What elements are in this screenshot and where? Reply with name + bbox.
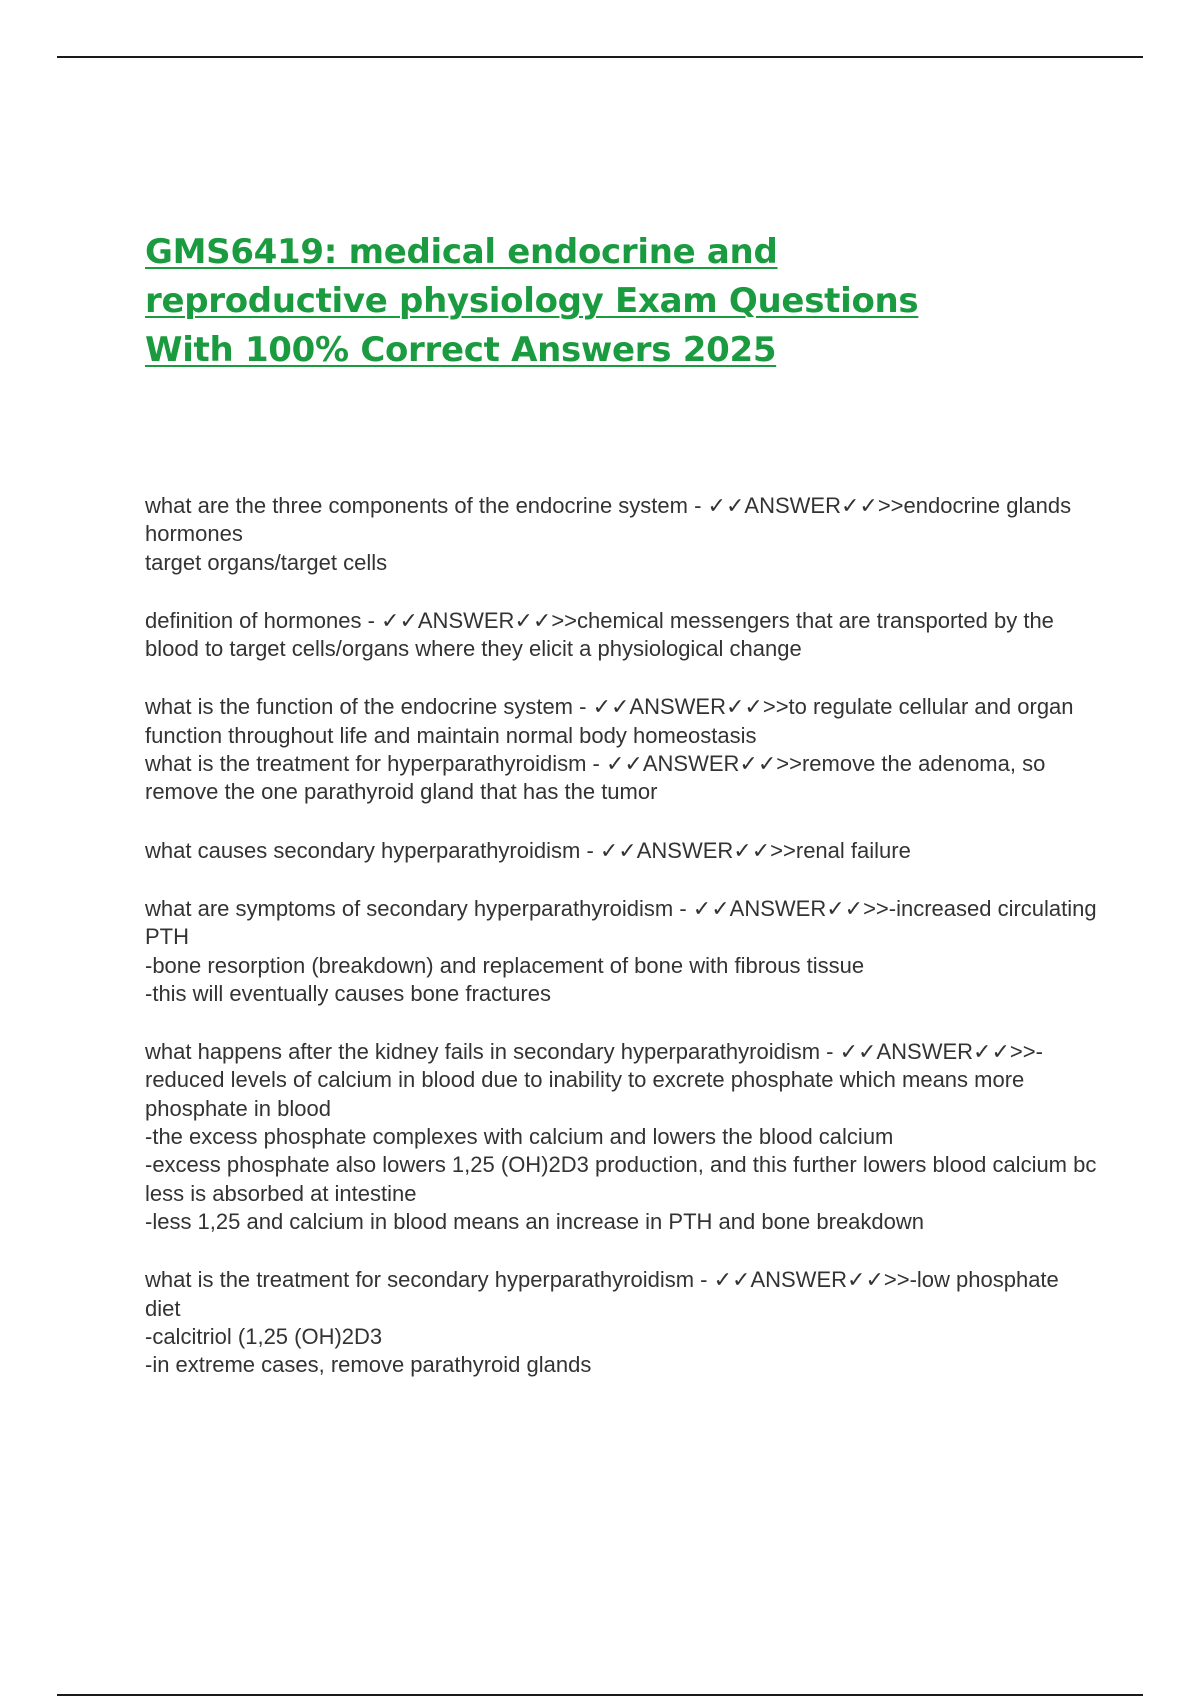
- spacer: [145, 663, 1100, 693]
- footer-rule: [57, 1694, 1143, 1696]
- spacer: [145, 807, 1100, 837]
- qa-list: [145, 492, 1100, 1379]
- qa-block-secondary-hpt-cause: what causes secondary hyperparathyroidism - ✓✓ANSWER✓✓>>renal failure: [145, 837, 911, 863]
- qa-block-hormone-definition: definition of hormones - ✓✓ANSWER✓✓>>chemical messengers that are transported by the blood to target cells/organs where they elicit a physiological change: [145, 607, 1061, 662]
- qa-block-endocrine-components: what are the three components of the endocrine system - ✓✓ANSWER✓✓>>endocrine glands hormones target organs/target cells: [145, 493, 1072, 575]
- document-title: GMS6419: medical endocrine and reproductive physiology Exam Questions With 100% Correct Answers 2025: [145, 232, 919, 370]
- qa-block-kidney-failure: what happens after the kidney fails in secondary hyperparathyroidism - ✓✓ANSWER✓✓>>-reduced levels of calcium in blood due to inability to excrete phosphate which means more phosphate in blood -the excess phosphate complexes with calcium and lowers the blood calcium -excess phosphate also lowers 1,25 (OH)2D3 production, and this further lowers blood calcium bc less is absorbed at intestine -less 1,25 and calcium in blood means an increase in PTH and bone breakdown: [145, 1039, 1097, 1234]
- qa-block-secondary-hpt-treatment: what is the treatment for secondary hyperparathyroidism - ✓✓ANSWER✓✓>>-low phosphate diet -calcitriol (1,25 (OH)2D3 -in extreme cases, remove parathyroid glands: [145, 1267, 1059, 1378]
- qa-block-secondary-hpt-symptoms: what are symptoms of secondary hyperparathyroidism - ✓✓ANSWER✓✓>>-increased circulating PTH -bone resorption (breakdown) and replacement of bone with fibrous tissue -this will eventually causes bone fractures: [145, 895, 1097, 1006]
- spacer: [145, 577, 1100, 607]
- spacer: [145, 1008, 1100, 1038]
- header-rule: [57, 56, 1143, 58]
- spacer: [145, 1236, 1100, 1266]
- spacer: [145, 865, 1100, 895]
- qa-block-endocrine-function: what is the function of the endocrine system - ✓✓ANSWER✓✓>>to regulate cellular and organ function throughout life and maintain normal body homeostasis what is the treatment for hyperparathyroidism - ✓✓ANSWER✓✓>>remove the adenoma, so remove the one parathyroid gland that has the tumor: [145, 694, 1074, 805]
